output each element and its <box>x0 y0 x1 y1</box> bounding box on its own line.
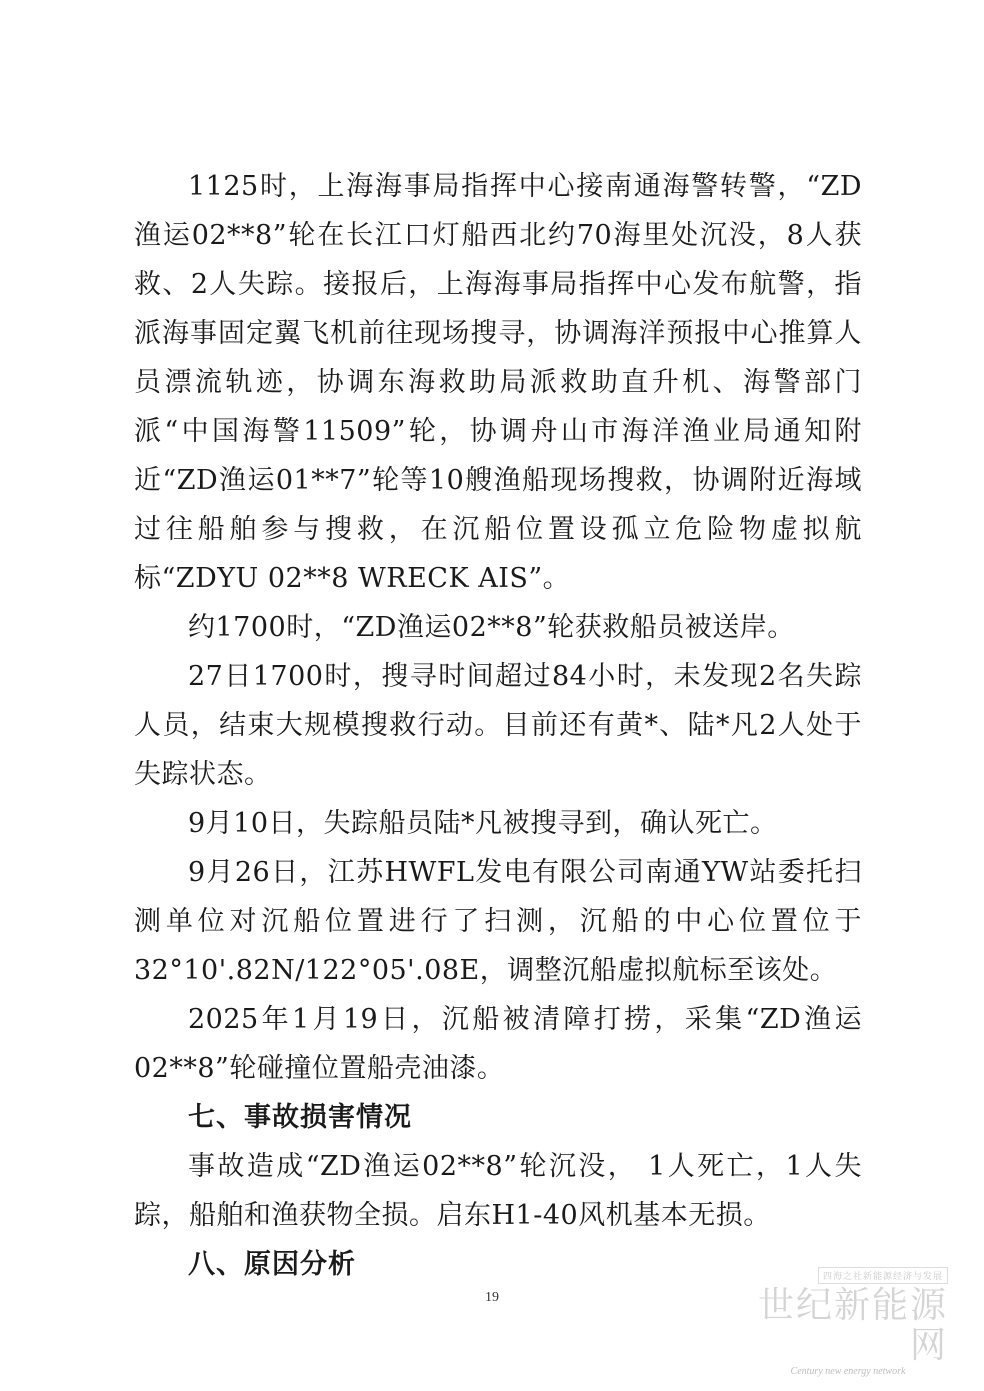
paragraph-wreck-survey: 9月26日，江苏HWFL发电有限公司南通YW站委托扫测单位对沉船位置进行了扫测，沉船的中心位置位于32°10'.82N/122°05'.08E，调整沉船虚拟航标至该处。 <box>134 857 862 986</box>
watermark-logo <box>748 1264 948 1377</box>
watermark-tagline: 四海之社新能源经济与发展 <box>818 1267 948 1284</box>
section-heading-damage: 七、事故损害情况 <box>188 1102 412 1133</box>
watermark-title: 世纪新能源网 <box>757 1285 948 1366</box>
paragraph-missing-found: 9月10日，失踪船员陆*凡被搜寻到，确认死亡。 <box>188 808 778 839</box>
paragraph-crew-ashore: 约1700时，“ZD渔运02**8”轮获救船员被送岸。 <box>188 612 795 643</box>
paragraph-search-ended: 27日1700时，搜寻时间超过84小时，未发现2名失踪人员，结束大规模搜救行动。目前还有黄*、陆*凡2人处于失踪状态。 <box>134 661 862 790</box>
paragraph-salvage: 2025年1月19日，沉船被清障打捞，采集“ZD渔运02**8”轮碰撞位置船壳油漆。 <box>134 1004 862 1084</box>
page-number: 19 <box>485 1290 499 1305</box>
section-heading-cause: 八、原因分析 <box>188 1249 356 1280</box>
paragraph-damage: 事故造成“ZD渔运02**8”轮沉没， 1人死亡，1人失踪，船舶和渔获物全损。启东H1-40风机基本无损。 <box>134 1151 862 1231</box>
paragraph-rescue-report: 1125时，上海海事局指挥中心接南通海警转警，“ZD渔运02**8”轮在长江口灯船西北约70海里处沉没，8人获救、2人失踪。接报后，上海海事局指挥中心发布航警，指派海事固定翼飞机前往现场搜寻，协调海洋预报中心推算人员漂流轨迹，协调东海救助局派救助直升机、海警部门派“中国海警11509”轮，协调舟山市海洋渔业局通知附近“ZD渔运01**7”轮等10艘渔船现场搜救，协调附近海域过往船舶参与搜救，在沉船位置设孤立危险物虚拟航标“ZDYU 02**8 WRECK AIS”。 <box>134 171 862 594</box>
watermark-subtitle: Century new energy network <box>790 1366 906 1377</box>
page-body <box>134 162 862 1289</box>
